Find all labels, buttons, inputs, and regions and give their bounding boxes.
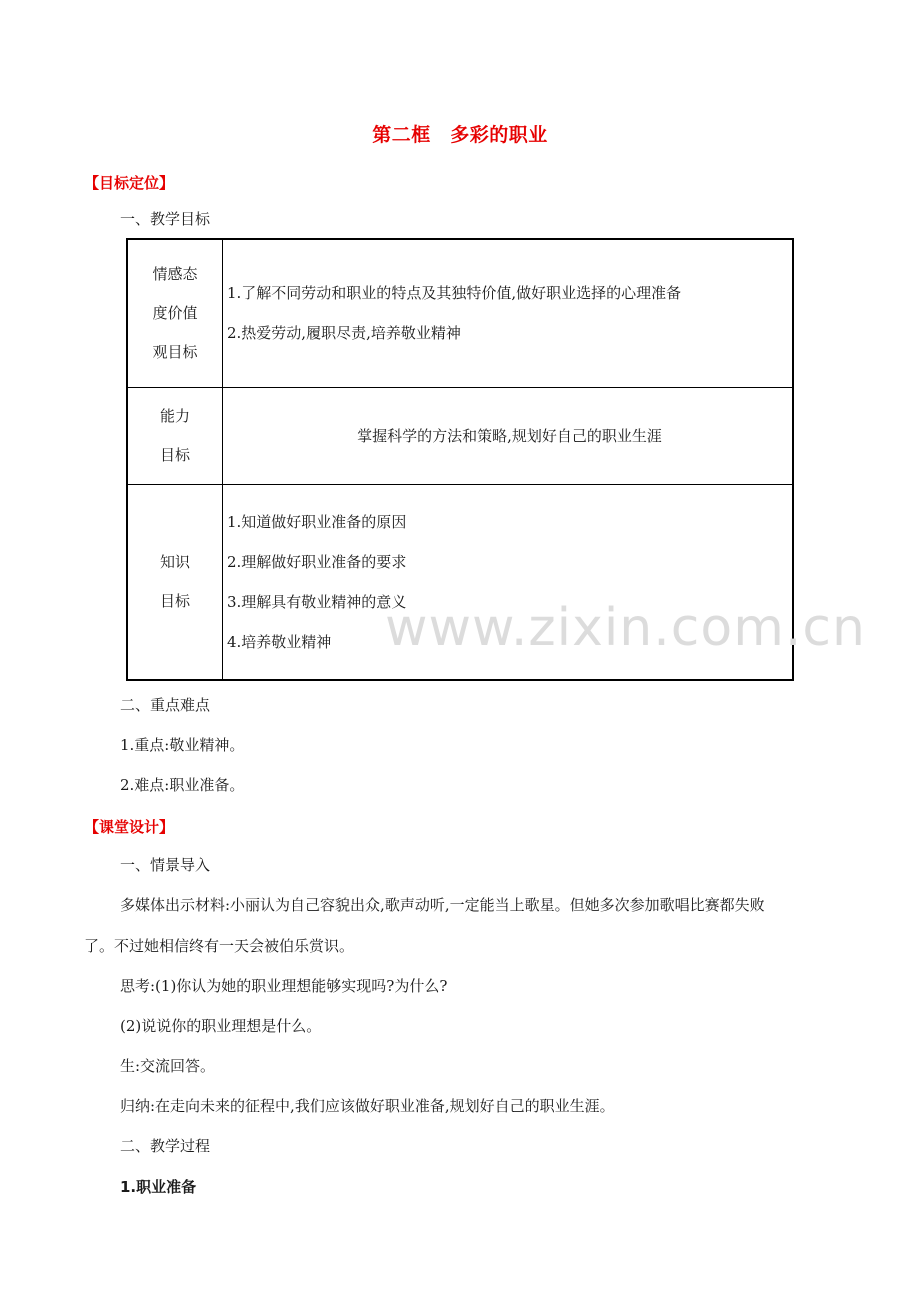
- intro-heading: 一、情景导入: [120, 856, 211, 874]
- label-line: 观目标: [152, 342, 198, 361]
- goal-item: 1.了解不同劳动和职业的特点及其独特价值,做好职业选择的心理准备: [227, 284, 682, 303]
- goal-item: 4.培养敬业精神: [227, 632, 332, 651]
- goal-item: 1.知道做好职业准备的原因: [227, 512, 407, 531]
- section-target: 【目标定位】: [84, 174, 175, 192]
- material-text-cont: 了。不过她相信终有一天会被伯乐赏识。: [84, 937, 355, 955]
- row-content: [223, 484, 794, 680]
- summary-text: 归纳:在走向未来的征程中,我们应该做好职业准备,规划好自己的职业生涯。: [120, 1097, 615, 1115]
- goals-table: [126, 238, 794, 681]
- material-text: 多媒体出示材料:小丽认为自己容貌出众,歌声动听,一定能当上歌星。但她多次参加歌唱比赛都失败: [120, 896, 765, 914]
- label-line: 知识: [159, 552, 190, 571]
- table-row: [127, 387, 793, 484]
- goal-item: 2.理解做好职业准备的要求: [227, 552, 407, 571]
- table-row: [127, 484, 793, 680]
- watermark: www.zixin.com.cn: [385, 598, 866, 658]
- goal-item: 3.理解具有敬业精神的意义: [227, 592, 407, 611]
- label-line: 情感态: [152, 264, 198, 283]
- goal-item: 掌握科学的方法和策略,规划好自己的职业生涯: [357, 426, 662, 445]
- table-row: [127, 239, 793, 387]
- student-response: 生:交流回答。: [120, 1057, 216, 1075]
- key-points-heading: 二、重点难点: [120, 696, 211, 714]
- label-line: 能力: [159, 406, 190, 425]
- think-question-2: (2)说说你的职业理想是什么。: [120, 1017, 322, 1035]
- page-title: 第二框 多彩的职业: [372, 124, 548, 146]
- label-line: 目标: [159, 445, 190, 464]
- row-content: [223, 387, 794, 484]
- think-question-1: 思考:(1)你认为她的职业理想能够实现吗?为什么?: [120, 977, 448, 995]
- row-content: [223, 239, 794, 387]
- section-class-design: 【课堂设计】: [84, 818, 175, 836]
- difficult-point: 2.难点:职业准备。: [120, 776, 245, 794]
- key-point: 1.重点:敬业精神。: [120, 736, 245, 754]
- row-label: [127, 484, 223, 680]
- teaching-goals-heading: 一、教学目标: [120, 210, 211, 228]
- label-line: 目标: [159, 591, 190, 610]
- sub-heading: 1.职业准备: [120, 1178, 197, 1196]
- process-heading: 二、教学过程: [120, 1137, 211, 1155]
- row-label: [127, 387, 223, 484]
- goal-item: 2.热爱劳动,履职尽责,培养敬业精神: [227, 324, 461, 343]
- label-line: 度价值: [152, 303, 198, 322]
- row-label: [127, 239, 223, 387]
